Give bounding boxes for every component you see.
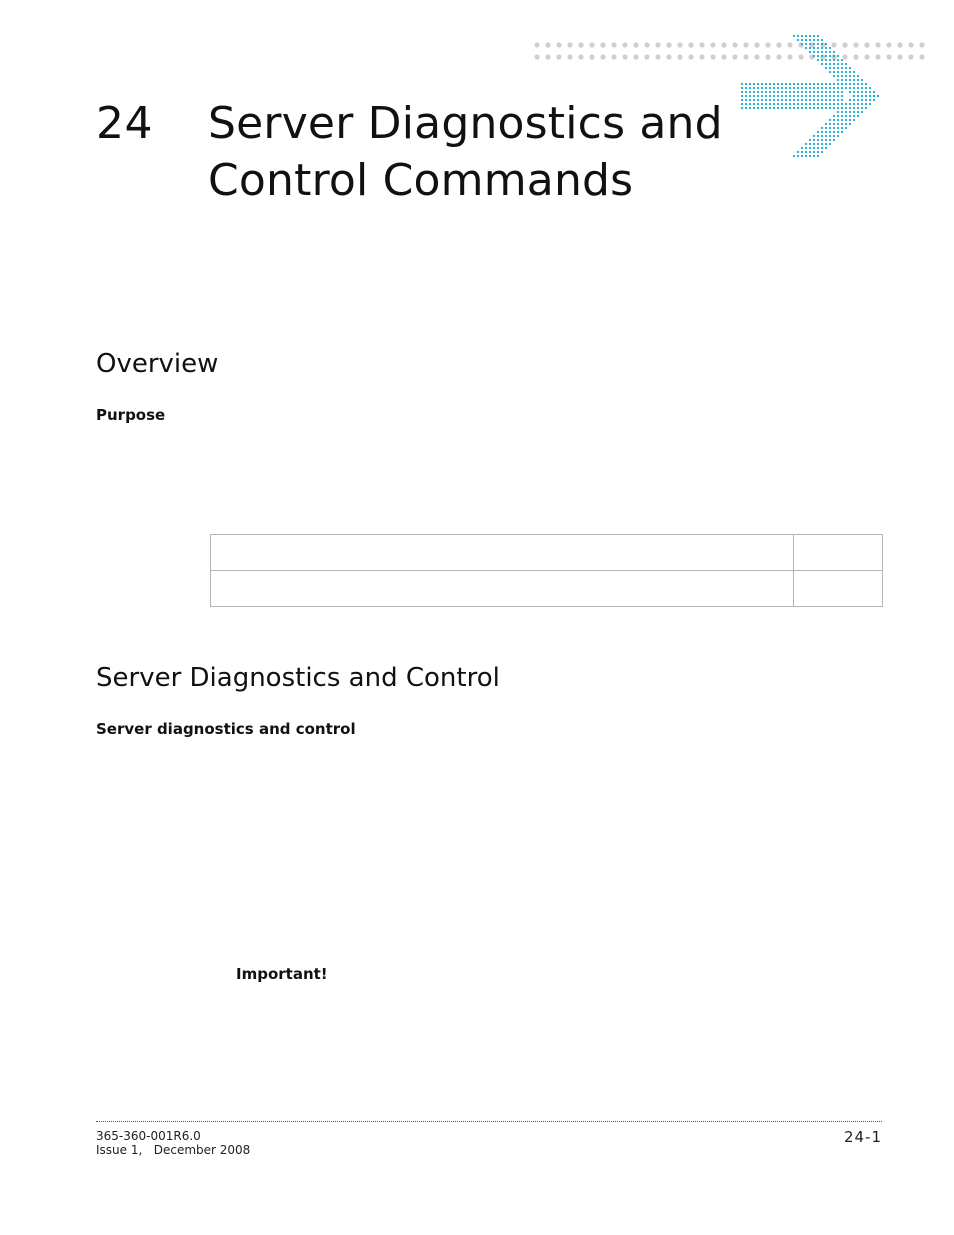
server-diagnostics-subheading: Server diagnostics and control xyxy=(96,720,356,738)
footer-divider xyxy=(96,1121,882,1122)
footer-page-number: 24-1 xyxy=(843,1128,882,1146)
chapter-title-line-2: Control Commands xyxy=(208,155,634,206)
contents-table xyxy=(210,534,883,607)
cyan-dot-arrow xyxy=(741,35,879,157)
important-label: Important! xyxy=(236,965,328,983)
chapter-number: 24 xyxy=(96,98,153,149)
table-row xyxy=(211,571,883,607)
footer-issue-date: Issue 1, December 2008 xyxy=(96,1143,251,1157)
topic-cell xyxy=(211,571,794,607)
server-diagnostics-heading: Server Diagnostics and Control xyxy=(96,663,500,693)
page-cell xyxy=(794,571,883,607)
overview-heading: Overview xyxy=(96,349,219,379)
purpose-heading: Purpose xyxy=(96,406,166,424)
topic-cell xyxy=(211,535,794,571)
chapter-title xyxy=(208,95,728,209)
footer-doc-number: 365-360-001R6.0 xyxy=(96,1129,201,1143)
footer-document-info xyxy=(96,1129,250,1157)
table-row xyxy=(211,535,883,571)
grey-dot-band xyxy=(534,42,924,59)
page-cell xyxy=(794,535,883,571)
chapter-title-line-1: Server Diagnostics and xyxy=(208,98,723,149)
